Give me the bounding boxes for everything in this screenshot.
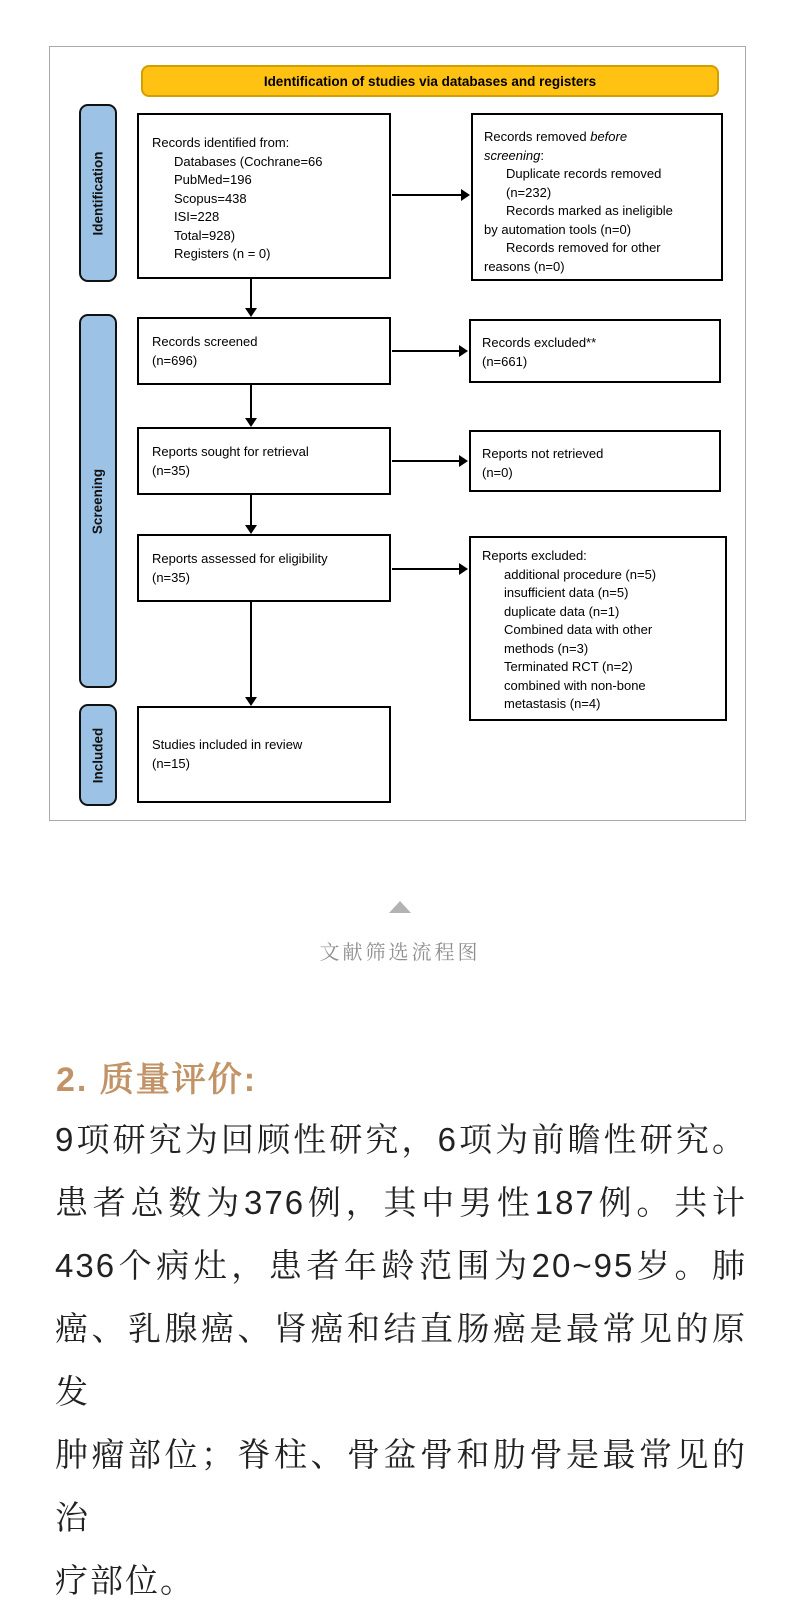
flow-header-banner [141, 65, 719, 97]
figure-caption: 文献筛选流程图 [319, 942, 481, 964]
arrow-head-down-icon [245, 418, 257, 427]
reports-sought-box: Reports sought for retrieval (n=35) [137, 427, 391, 495]
records-excluded-box: Records excluded** (n=661) [469, 319, 721, 383]
paragraph-line: 肿瘤部位；脊柱、骨盆骨和肋骨是最常见的治 [55, 1436, 747, 1536]
paragraph-line: 癌、乳腺癌、肾癌和结直肠癌是最常见的原发 [55, 1310, 747, 1410]
stage-label-identification: Identification [79, 104, 117, 282]
arrow-head-right-icon [459, 345, 468, 357]
studies-included-box: Studies included in review (n=15) [137, 706, 391, 803]
arrow-line-assessed-to-included [250, 602, 252, 697]
arrow-line-sought-to-assessed [250, 495, 252, 525]
arrow-line-identified-to-removed [392, 194, 461, 196]
arrow-line-identified-to-screened [250, 279, 252, 308]
arrow-head-down-icon [245, 308, 257, 317]
records-screened-box: Records screened (n=696) [137, 317, 391, 385]
paragraph-line: 436个病灶，患者年龄范围为20~95岁。肺 [55, 1247, 747, 1284]
arrow-head-down-icon [245, 525, 257, 534]
paragraph-line: 疗部位。 [55, 1562, 195, 1599]
arrow-line-screened-to-sought [250, 385, 252, 418]
arrow-line-sought-to-notretrieved [392, 460, 460, 462]
arrow-head-right-icon [459, 563, 468, 575]
body-paragraph [55, 1108, 747, 1612]
records-removed-box: Records removed before screening: Duplicate records removed (n=232) Records marked as ineligible by automation tools (n=0) Records removed for other reasons (n=0) [471, 113, 723, 281]
paragraph-line: 9项研究为回顾性研究，6项为前瞻性研究。 [55, 1121, 747, 1158]
arrow-head-down-icon [245, 697, 257, 706]
collapse-triangle-icon [389, 901, 411, 913]
stage-label-screening: Screening [79, 314, 117, 688]
arrow-line-screened-to-excluded [392, 350, 460, 352]
section-heading: 2. 质量评价: [56, 1061, 258, 1099]
paragraph-line: 患者总数为376例，其中男性187例。共计 [55, 1184, 747, 1221]
reports-assessed-box: Reports assessed for eligibility (n=35) [137, 534, 391, 602]
flow-header-label: Identification of studies via databases and registers [263, 73, 597, 89]
stage-label-included: Included [79, 704, 117, 806]
arrow-line-assessed-to-excluded [392, 568, 460, 570]
prisma-flow-diagram [49, 46, 746, 821]
records-identified-box: Records identified from: Databases (Cochrane=66 PubMed=196 Scopus=438 ISI=228 Total=928) Registers (n = 0) [137, 113, 391, 279]
arrow-head-right-icon [459, 455, 468, 467]
reports-not-retrieved-box: Reports not retrieved (n=0) [469, 430, 721, 492]
arrow-head-right-icon [461, 189, 470, 201]
reports-excluded-box: Reports excluded: additional procedure (n=5) insufficient data (n=5) duplicate data (n=1) Combined data with other methods (n=3) Terminated RCT (n=2) combined with non-bone metastasis (n=4) [469, 536, 727, 721]
